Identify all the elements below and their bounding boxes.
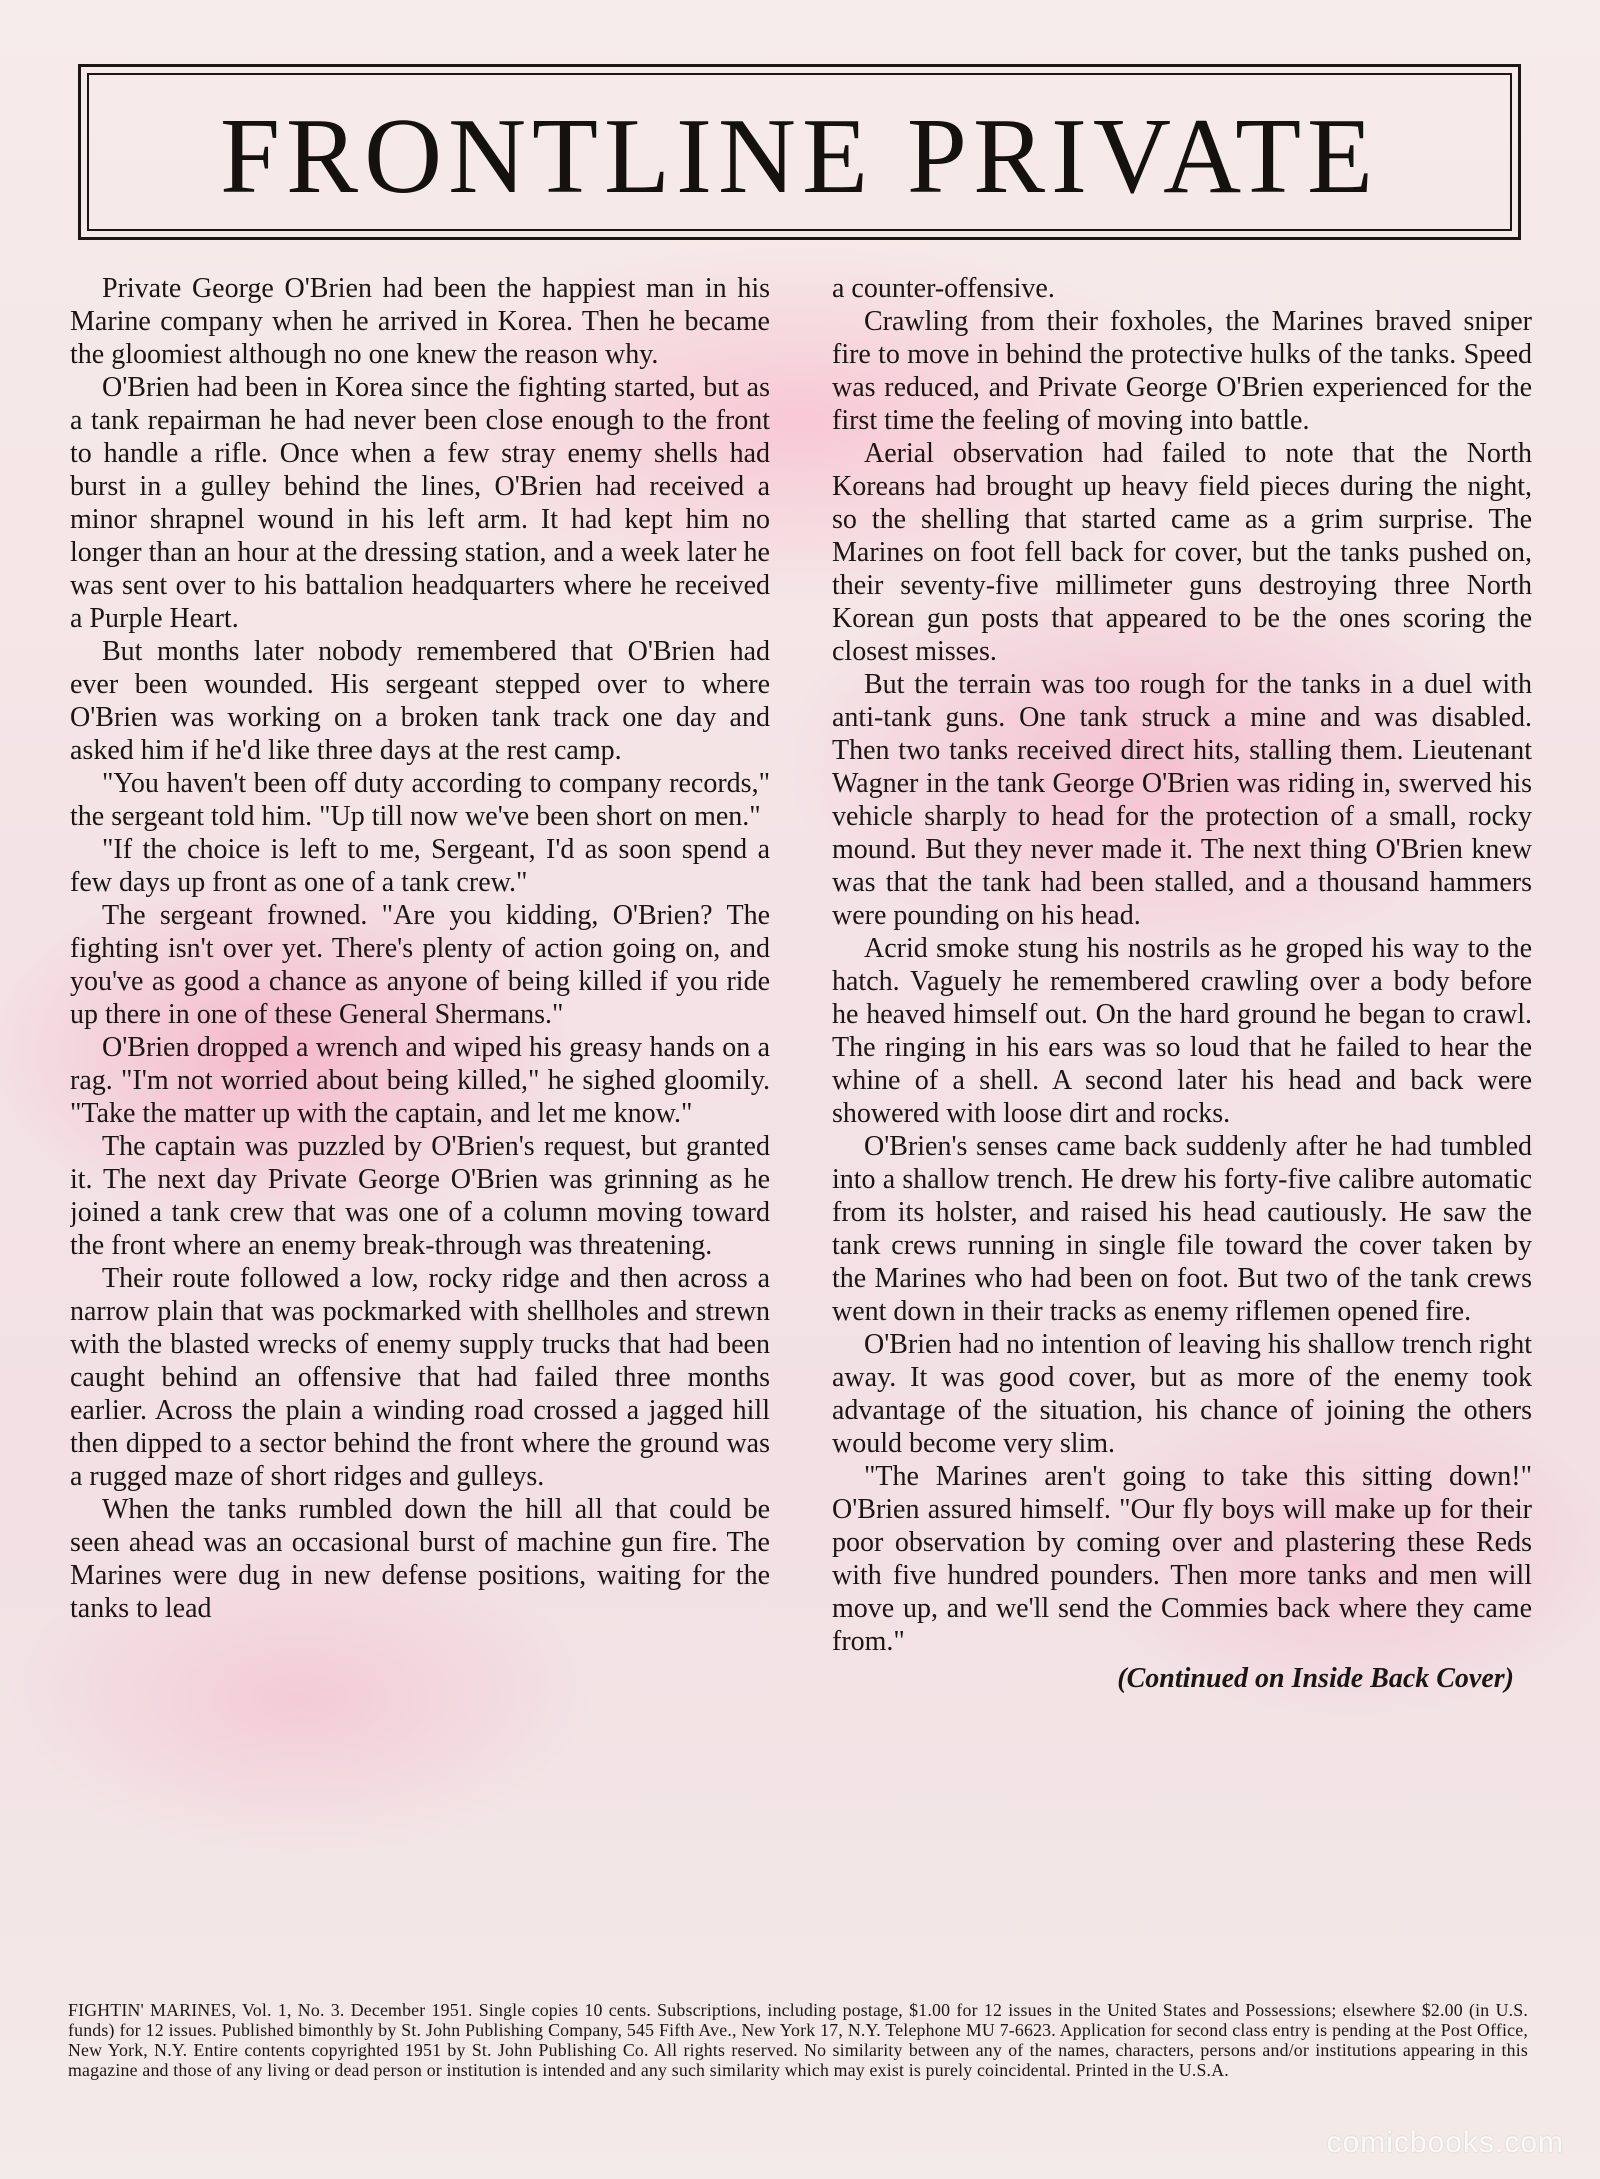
paragraph: But months later nobody remembered that O'Brien had ever been wounded. His sergeant stepped over to where O'Brien was working on a broken tank track one day and asked him if he'd like three days at the rest camp. bbox=[70, 636, 770, 766]
paragraph: Acrid smoke stung his nostrils as he groped his way to the hatch. Vaguely he remembered crawling over a body before he heaved himself out. On the hard ground he began to crawl. The ringing in his ears was so loud that he failed to hear the whine of a shell. A second later his head and back were showered with loose dirt and rocks. bbox=[832, 933, 1532, 1129]
paragraph: O'Brien had been in Korea since the fighting started, but as a tank repairman he had never been close enough to the front to handle a rifle. Once when a few stray enemy shells had burst in a gulley behind the lines, O'Brien had received a minor shrapnel wound in his left arm. It had kept him no longer than an hour at the dressing station, and a week later he was sent over to his battalion headquarters where he received a Purple Heart. bbox=[70, 372, 770, 634]
paragraph: The captain was puzzled by O'Brien's request, but granted it. The next day Private George O'Brien was grinning as he joined a tank crew that was one of a column moving toward the front where an enemy break-through was threatening. bbox=[70, 1131, 770, 1261]
paragraph: "You haven't been off duty according to company records," the sergeant told him. "Up till now we've been short on men." bbox=[70, 768, 770, 832]
continued-note: (Continued on Inside Back Cover) bbox=[1117, 1663, 1514, 1694]
title-frame bbox=[78, 64, 1521, 240]
left-column bbox=[70, 272, 770, 1984]
paragraph: Private George O'Brien had been the happiest man in his Marine company when he arrived in Korea. Then he became the gloomiest although no one knew the reason why. bbox=[70, 273, 770, 370]
paragraph: "If the choice is left to me, Sergeant, I'd as soon spend a few days up front as one of a tank crew." bbox=[70, 834, 770, 898]
paragraph: The sergeant frowned. "Are you kidding, O'Brien? The fighting isn't over yet. There's plenty of action going on, and you've as good a chance as anyone of being killed if you ride up there in one of these General Shermans." bbox=[70, 900, 770, 1030]
paragraph: When the tanks rumbled down the hill all that could be seen ahead was an occasional burst of machine gun fire. The Marines were dug in new defense positions, waiting for the tanks to lead bbox=[70, 1494, 770, 1624]
paragraph: O'Brien had no intention of leaving his shallow trench right away. It was good cover, but as more of the enemy took advantage of the situation, his chance of joining the others would become very slim. bbox=[832, 1329, 1532, 1459]
publication-indicia: FIGHTIN' MARINES, Vol. 1, No. 3. December 1951. Single copies 10 cents. Subscriptions, including postage, $1.00 for 12 issues in the United States and Possessions; elsewhere $2.00 (in U.S. funds) for 12 issues. Published bimonthly by St. John Publishing Company, 545 Fifth Ave., New York 17, N.Y. Telephone MU 7-6623. Application for second class entry is pending at the Post Office, New York, N.Y. Entire contents copyrighted 1951 by St. John Publishing Co. All rights reserved. No similarity between any of the names, characters, persons and/or institutions appearing in this magazine and those of any living or dead person or institution is intended and any such similarity which may exist is purely coincidental. Printed in the U.S.A. bbox=[68, 2000, 1528, 2080]
paragraph: "The Marines aren't going to take this sitting down!" O'Brien assured himself. "Our fly boys will make up for their poor observation by coming over and plastering these Reds with five hundred pounders. Then more tanks and men will move up, and we'll send the Commies back where they came from." bbox=[832, 1461, 1532, 1657]
right-column bbox=[832, 272, 1532, 1984]
paragraph: Crawling from their foxholes, the Marines braved sniper fire to move in behind the protective hulks of the tanks. Speed was reduced, and Private George O'Brien experienced for the first time the feeling of moving into battle. bbox=[832, 306, 1532, 436]
paragraph: Aerial observation had failed to note that the North Koreans had brought up heavy field pieces during the night, so the shelling that started came as a grim surprise. The Marines on foot fell back for cover, but the tanks pushed on, their seventy-five millimeter guns destroying three North Korean gun posts that appeared to be the ones scoring the closest misses. bbox=[832, 438, 1532, 667]
paragraph: O'Brien dropped a wrench and wiped his greasy hands on a rag. "I'm not worried about being killed," he sighed gloomily. "Take the matter up with the captain, and let me know." bbox=[70, 1032, 770, 1129]
page-title: FRONTLINE PRIVATE bbox=[219, 97, 1380, 216]
paragraph: But the terrain was too rough for the tanks in a duel with anti-tank guns. One tank struck a mine and was disabled. Then two tanks received direct hits, stalling them. Lieutenant Wagner in the tank George O'Brien was riding in, swerved his vehicle sharply to head for the protection of a small, rocky mound. But they never made it. The next thing O'Brien knew was that the tank had been stalled, and a thousand hammers were pounding on his head. bbox=[832, 669, 1532, 931]
paragraph-continuation: a counter-offensive. bbox=[832, 273, 1055, 304]
paragraph: Their route followed a low, rocky ridge and then across a narrow plain that was pockmarked with shellholes and strewn with the blasted wrecks of enemy supply trucks that had been caught behind an offensive that had failed three months earlier. Across the plain a winding road crossed a jagged hill then dipped to a sector behind the front where the ground was a rugged maze of short ridges and gulleys. bbox=[70, 1263, 770, 1492]
site-watermark: comicbooks.com bbox=[1326, 2126, 1564, 2159]
article-body bbox=[70, 272, 1532, 1984]
paragraph: O'Brien's senses came back suddenly after he had tumbled into a shallow trench. He drew his forty-five calibre automatic from its holster, and raised his head cautiously. He saw the tank crews running in single file toward the cover taken by the Marines who had been on foot. But two of the tank crews went down in their tracks as enemy riflemen opened fire. bbox=[832, 1131, 1532, 1327]
